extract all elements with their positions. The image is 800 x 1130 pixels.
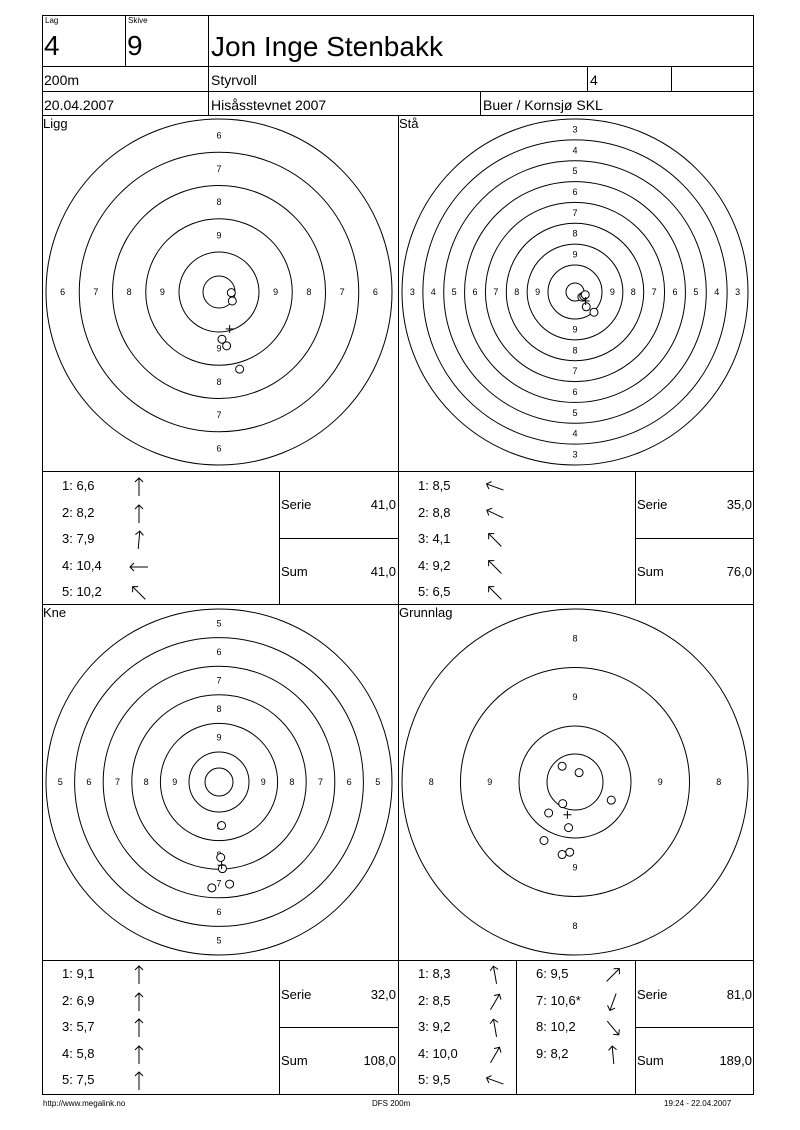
shot-entry bbox=[62, 1019, 95, 1034]
ring-label: 8 bbox=[143, 777, 149, 787]
target-ring bbox=[402, 609, 748, 955]
shot-number: 5: bbox=[62, 1072, 73, 1087]
shot-entry bbox=[536, 1046, 569, 1061]
direction-arrow-icon bbox=[128, 556, 150, 578]
shot-hole bbox=[540, 837, 548, 845]
direction-arrow-icon bbox=[128, 1017, 150, 1039]
direction-arrow-icon bbox=[128, 503, 150, 525]
ring-label: 7 bbox=[216, 410, 222, 421]
ring-label: 5 bbox=[451, 287, 457, 297]
shot-entry bbox=[62, 478, 95, 493]
ring-label: 6 bbox=[60, 287, 66, 297]
shot-number: 2: bbox=[418, 504, 429, 520]
shot-number: 5: bbox=[62, 584, 73, 599]
shot-number: 5: bbox=[418, 584, 429, 599]
ring-label: 6 bbox=[216, 130, 222, 141]
ring-label: 6 bbox=[572, 387, 578, 397]
shot-value: 9,5 bbox=[546, 966, 569, 981]
shot-value: 7,5 bbox=[72, 1072, 95, 1087]
ring-label: 7 bbox=[216, 878, 222, 889]
shot-number: 4: bbox=[418, 557, 429, 573]
ring-label: 8 bbox=[216, 704, 222, 715]
ring-label: 6 bbox=[372, 287, 378, 297]
footer-timestamp: 19:24 - 22.04.2007 bbox=[664, 1099, 732, 1108]
ring-label: 9 bbox=[535, 287, 541, 297]
ring-label: 7 bbox=[216, 163, 222, 174]
sum-value: 108,0 bbox=[363, 1053, 396, 1068]
panel-label: Grunnlag bbox=[399, 605, 453, 620]
ring-label: 8 bbox=[572, 228, 578, 239]
shot-value: 6,6 bbox=[72, 478, 95, 493]
shot-entry bbox=[418, 531, 451, 546]
shot-hole bbox=[575, 769, 583, 777]
shot-entry bbox=[418, 1072, 451, 1087]
ring-label: 8 bbox=[572, 345, 578, 356]
target-ring bbox=[519, 726, 631, 838]
panel-label: Kne bbox=[43, 605, 67, 620]
ring-label: 8 bbox=[289, 777, 295, 787]
ring-label: 8 bbox=[572, 920, 578, 931]
shot-entry bbox=[536, 966, 569, 981]
shot-value: 8,2 bbox=[72, 504, 95, 520]
shot-value: 8,5 bbox=[428, 478, 451, 493]
ring-label: 7 bbox=[493, 287, 499, 297]
ring-label: 8 bbox=[514, 287, 520, 297]
ring-label: 6 bbox=[572, 187, 578, 197]
ring-label: 8 bbox=[126, 287, 132, 297]
shot-value: 8,2 bbox=[546, 1045, 569, 1061]
shot-entry bbox=[418, 1046, 458, 1061]
ring-label: 3 bbox=[735, 287, 741, 297]
shot-value: 6,5 bbox=[428, 584, 451, 599]
shot-number: 1: bbox=[418, 966, 429, 981]
ring-label: 5 bbox=[216, 618, 222, 629]
shot-entry bbox=[536, 1019, 576, 1034]
shot-hole bbox=[558, 851, 566, 859]
shot-value: 10,4 bbox=[72, 557, 102, 573]
sum-value: 189,0 bbox=[719, 1053, 752, 1068]
ring-label: 5 bbox=[572, 166, 578, 177]
ring-label: 5 bbox=[693, 287, 699, 297]
ring-label: 6 bbox=[216, 646, 222, 657]
shot-entry bbox=[62, 584, 102, 599]
direction-arrow-icon bbox=[484, 1044, 506, 1066]
date: 20.04.2007 bbox=[44, 97, 115, 113]
ring-label: 9 bbox=[273, 287, 279, 297]
shot-entry bbox=[418, 505, 451, 520]
panel-label: Stå bbox=[399, 116, 419, 131]
sum-label: Sum bbox=[637, 1053, 664, 1068]
lag-label: Lag bbox=[45, 16, 59, 25]
footer-url[interactable]: http://www.megalink.no bbox=[43, 1099, 126, 1108]
shot-entry bbox=[62, 993, 95, 1008]
direction-arrow-icon bbox=[128, 476, 150, 498]
serie-label: Serie bbox=[637, 497, 668, 512]
sum-value: 76,0 bbox=[726, 564, 752, 579]
ring-label: 4 bbox=[572, 428, 578, 439]
direction-arrow-icon bbox=[128, 529, 150, 551]
direction-arrow-icon bbox=[128, 1070, 150, 1092]
ring-label: 9 bbox=[572, 249, 578, 260]
event-name: Hisåsstevnet 2007 bbox=[211, 97, 327, 113]
ring-label: 4 bbox=[430, 287, 436, 297]
direction-arrow-icon bbox=[484, 582, 506, 604]
ring-label: 3 bbox=[409, 287, 415, 297]
shot-number: 9: bbox=[536, 1045, 547, 1061]
shot-number: 7: bbox=[536, 992, 547, 1008]
shot-value: 8,5 bbox=[428, 992, 451, 1008]
ring-label: 5 bbox=[216, 935, 222, 946]
direction-arrow-icon bbox=[602, 1044, 624, 1066]
place: Styrvoll bbox=[211, 72, 257, 88]
shot-value: 10,2 bbox=[72, 584, 102, 599]
shot-entry bbox=[418, 558, 451, 573]
footer-program: DFS 200m bbox=[372, 1099, 411, 1108]
ring-label: 8 bbox=[306, 287, 312, 297]
ring-label: 7 bbox=[114, 777, 121, 787]
direction-arrow-icon bbox=[128, 991, 150, 1013]
sum-label: Sum bbox=[637, 564, 664, 579]
shot-entry bbox=[62, 1072, 95, 1087]
ring-label: 7 bbox=[572, 366, 578, 377]
shot-value: 9,2 bbox=[428, 1019, 451, 1034]
shot-number: 3: bbox=[418, 531, 429, 546]
ring-label: 8 bbox=[216, 197, 222, 208]
shot-entry bbox=[62, 505, 95, 520]
ring-label: 6 bbox=[216, 443, 222, 454]
direction-arrow-icon bbox=[128, 582, 150, 604]
skive-label: Skive bbox=[128, 16, 148, 25]
shot-number: 1: bbox=[62, 966, 73, 981]
shot-number: 2: bbox=[418, 992, 429, 1008]
direction-arrow-icon bbox=[484, 964, 506, 986]
skive-value: 9 bbox=[127, 30, 143, 61]
direction-arrow-icon bbox=[128, 1044, 150, 1066]
shot-hole bbox=[559, 800, 567, 808]
ring-label: 6 bbox=[86, 777, 92, 787]
ring-label: 9 bbox=[572, 324, 578, 335]
shot-number: 8: bbox=[536, 1019, 547, 1034]
ring-label: 5 bbox=[572, 407, 578, 418]
shot-number: 4: bbox=[418, 1045, 429, 1061]
shot-value: 9,5 bbox=[428, 1072, 451, 1087]
distance: 200m bbox=[44, 72, 80, 88]
shot-value: 10,0 bbox=[428, 1045, 458, 1061]
lag-value: 4 bbox=[44, 30, 60, 61]
serie-label: Serie bbox=[281, 497, 312, 512]
shot-value: 7,9 bbox=[72, 531, 95, 546]
shot-number: 2: bbox=[62, 992, 73, 1008]
club-name: Buer / Kornsjø SKL bbox=[483, 97, 603, 113]
ring-label: 4 bbox=[572, 145, 578, 156]
direction-arrow-icon bbox=[484, 556, 506, 578]
ring-label: 9 bbox=[609, 287, 615, 297]
ring-label: 9 bbox=[260, 777, 266, 787]
shot-value: 8,3 bbox=[428, 966, 451, 981]
ring-label: 6 bbox=[216, 907, 222, 918]
sum-label: Sum bbox=[281, 564, 308, 579]
serie-label: Serie bbox=[281, 987, 312, 1002]
shot-entry bbox=[418, 1019, 451, 1034]
shot-number: 3: bbox=[62, 531, 73, 546]
ring-label: 8 bbox=[216, 376, 222, 387]
ring-label: 8 bbox=[716, 777, 722, 787]
shot-value: 8,8 bbox=[428, 504, 451, 520]
ring-label: 9 bbox=[172, 777, 178, 787]
shot-number: 3: bbox=[62, 1019, 73, 1034]
sum-label: Sum bbox=[281, 1053, 308, 1068]
direction-arrow-icon bbox=[602, 964, 624, 986]
direction-arrow-icon bbox=[484, 476, 506, 498]
direction-arrow-icon bbox=[484, 529, 506, 551]
ring-label: 6 bbox=[346, 777, 352, 787]
ring-label: 9 bbox=[216, 230, 222, 241]
shot-value: 9,1 bbox=[72, 966, 95, 981]
panel-label: Ligg bbox=[43, 116, 68, 131]
shot-number: 4: bbox=[62, 557, 73, 573]
shot-number: 3: bbox=[418, 1019, 429, 1034]
shot-entry bbox=[536, 993, 581, 1008]
direction-arrow-icon bbox=[484, 1017, 506, 1039]
shot-entry bbox=[418, 478, 451, 493]
ring-label: 7 bbox=[572, 207, 578, 218]
ring-label: 9 bbox=[572, 862, 578, 873]
serie-value: 32,0 bbox=[370, 987, 396, 1002]
shot-hole bbox=[558, 762, 566, 770]
ring-label: 7 bbox=[317, 777, 324, 787]
shot-hole bbox=[607, 796, 615, 804]
serie-value: 81,0 bbox=[726, 987, 752, 1002]
ring-label: 9 bbox=[159, 287, 165, 297]
ring-label: 4 bbox=[714, 287, 720, 297]
shot-entry bbox=[62, 1046, 95, 1061]
shot-hole bbox=[565, 824, 573, 832]
ring-label: 5 bbox=[375, 777, 381, 787]
serie-value: 35,0 bbox=[726, 497, 752, 512]
ring-label: 9 bbox=[216, 732, 222, 743]
shot-value: 10,6* bbox=[546, 992, 581, 1008]
direction-arrow-icon bbox=[484, 991, 506, 1013]
ring-label: 8 bbox=[428, 777, 434, 787]
ring-label: 7 bbox=[339, 287, 345, 297]
serie-value: 41,0 bbox=[370, 497, 396, 512]
ring-label: 8 bbox=[630, 287, 636, 297]
shot-entry bbox=[418, 993, 451, 1008]
shot-value: 9,2 bbox=[428, 557, 451, 573]
ring-label: 3 bbox=[572, 449, 578, 460]
ring-label: 7 bbox=[216, 675, 222, 686]
shot-value: 4,1 bbox=[428, 531, 451, 546]
shot-hole bbox=[566, 848, 574, 856]
sum-value: 41,0 bbox=[370, 564, 396, 579]
direction-arrow-icon bbox=[602, 1017, 624, 1039]
shot-number: 6: bbox=[536, 966, 547, 981]
shot-entry bbox=[62, 531, 95, 546]
ring-label: 7 bbox=[93, 287, 99, 297]
serie-label: Serie bbox=[637, 987, 668, 1002]
bullseye-ring bbox=[547, 754, 603, 810]
shot-number: 2: bbox=[62, 504, 73, 520]
extra-value: 4 bbox=[590, 72, 598, 88]
ring-label: 9 bbox=[487, 777, 493, 787]
shot-value: 5,8 bbox=[72, 1045, 95, 1061]
direction-arrow-icon bbox=[484, 503, 506, 525]
shot-number: 5: bbox=[418, 1072, 429, 1087]
ring-label: 9 bbox=[216, 343, 222, 354]
shot-entry bbox=[62, 966, 95, 981]
shot-entry bbox=[62, 558, 102, 573]
ring-label: 7 bbox=[651, 287, 657, 297]
direction-arrow-icon bbox=[602, 991, 624, 1013]
shot-number: 4: bbox=[62, 1045, 73, 1061]
ring-label: 6 bbox=[672, 287, 678, 297]
direction-arrow-icon bbox=[128, 964, 150, 986]
ring-label: 8 bbox=[572, 633, 578, 644]
shooter-name: Jon Inge Stenbakk bbox=[211, 31, 443, 62]
ring-label: 9 bbox=[572, 691, 578, 702]
shot-entry bbox=[418, 584, 451, 599]
ring-label: 3 bbox=[572, 124, 578, 135]
shot-value: 10,2 bbox=[546, 1019, 576, 1034]
direction-arrow-icon bbox=[484, 1070, 506, 1092]
ring-label: 9 bbox=[657, 777, 663, 787]
shot-number: 1: bbox=[62, 478, 73, 493]
shot-entry bbox=[418, 966, 451, 981]
shot-hole bbox=[545, 809, 553, 817]
shot-value: 6,9 bbox=[72, 992, 95, 1008]
shot-number: 1: bbox=[418, 478, 429, 493]
ring-label: 5 bbox=[57, 777, 63, 787]
shot-value: 5,7 bbox=[72, 1019, 95, 1034]
ring-label: 6 bbox=[472, 287, 478, 297]
